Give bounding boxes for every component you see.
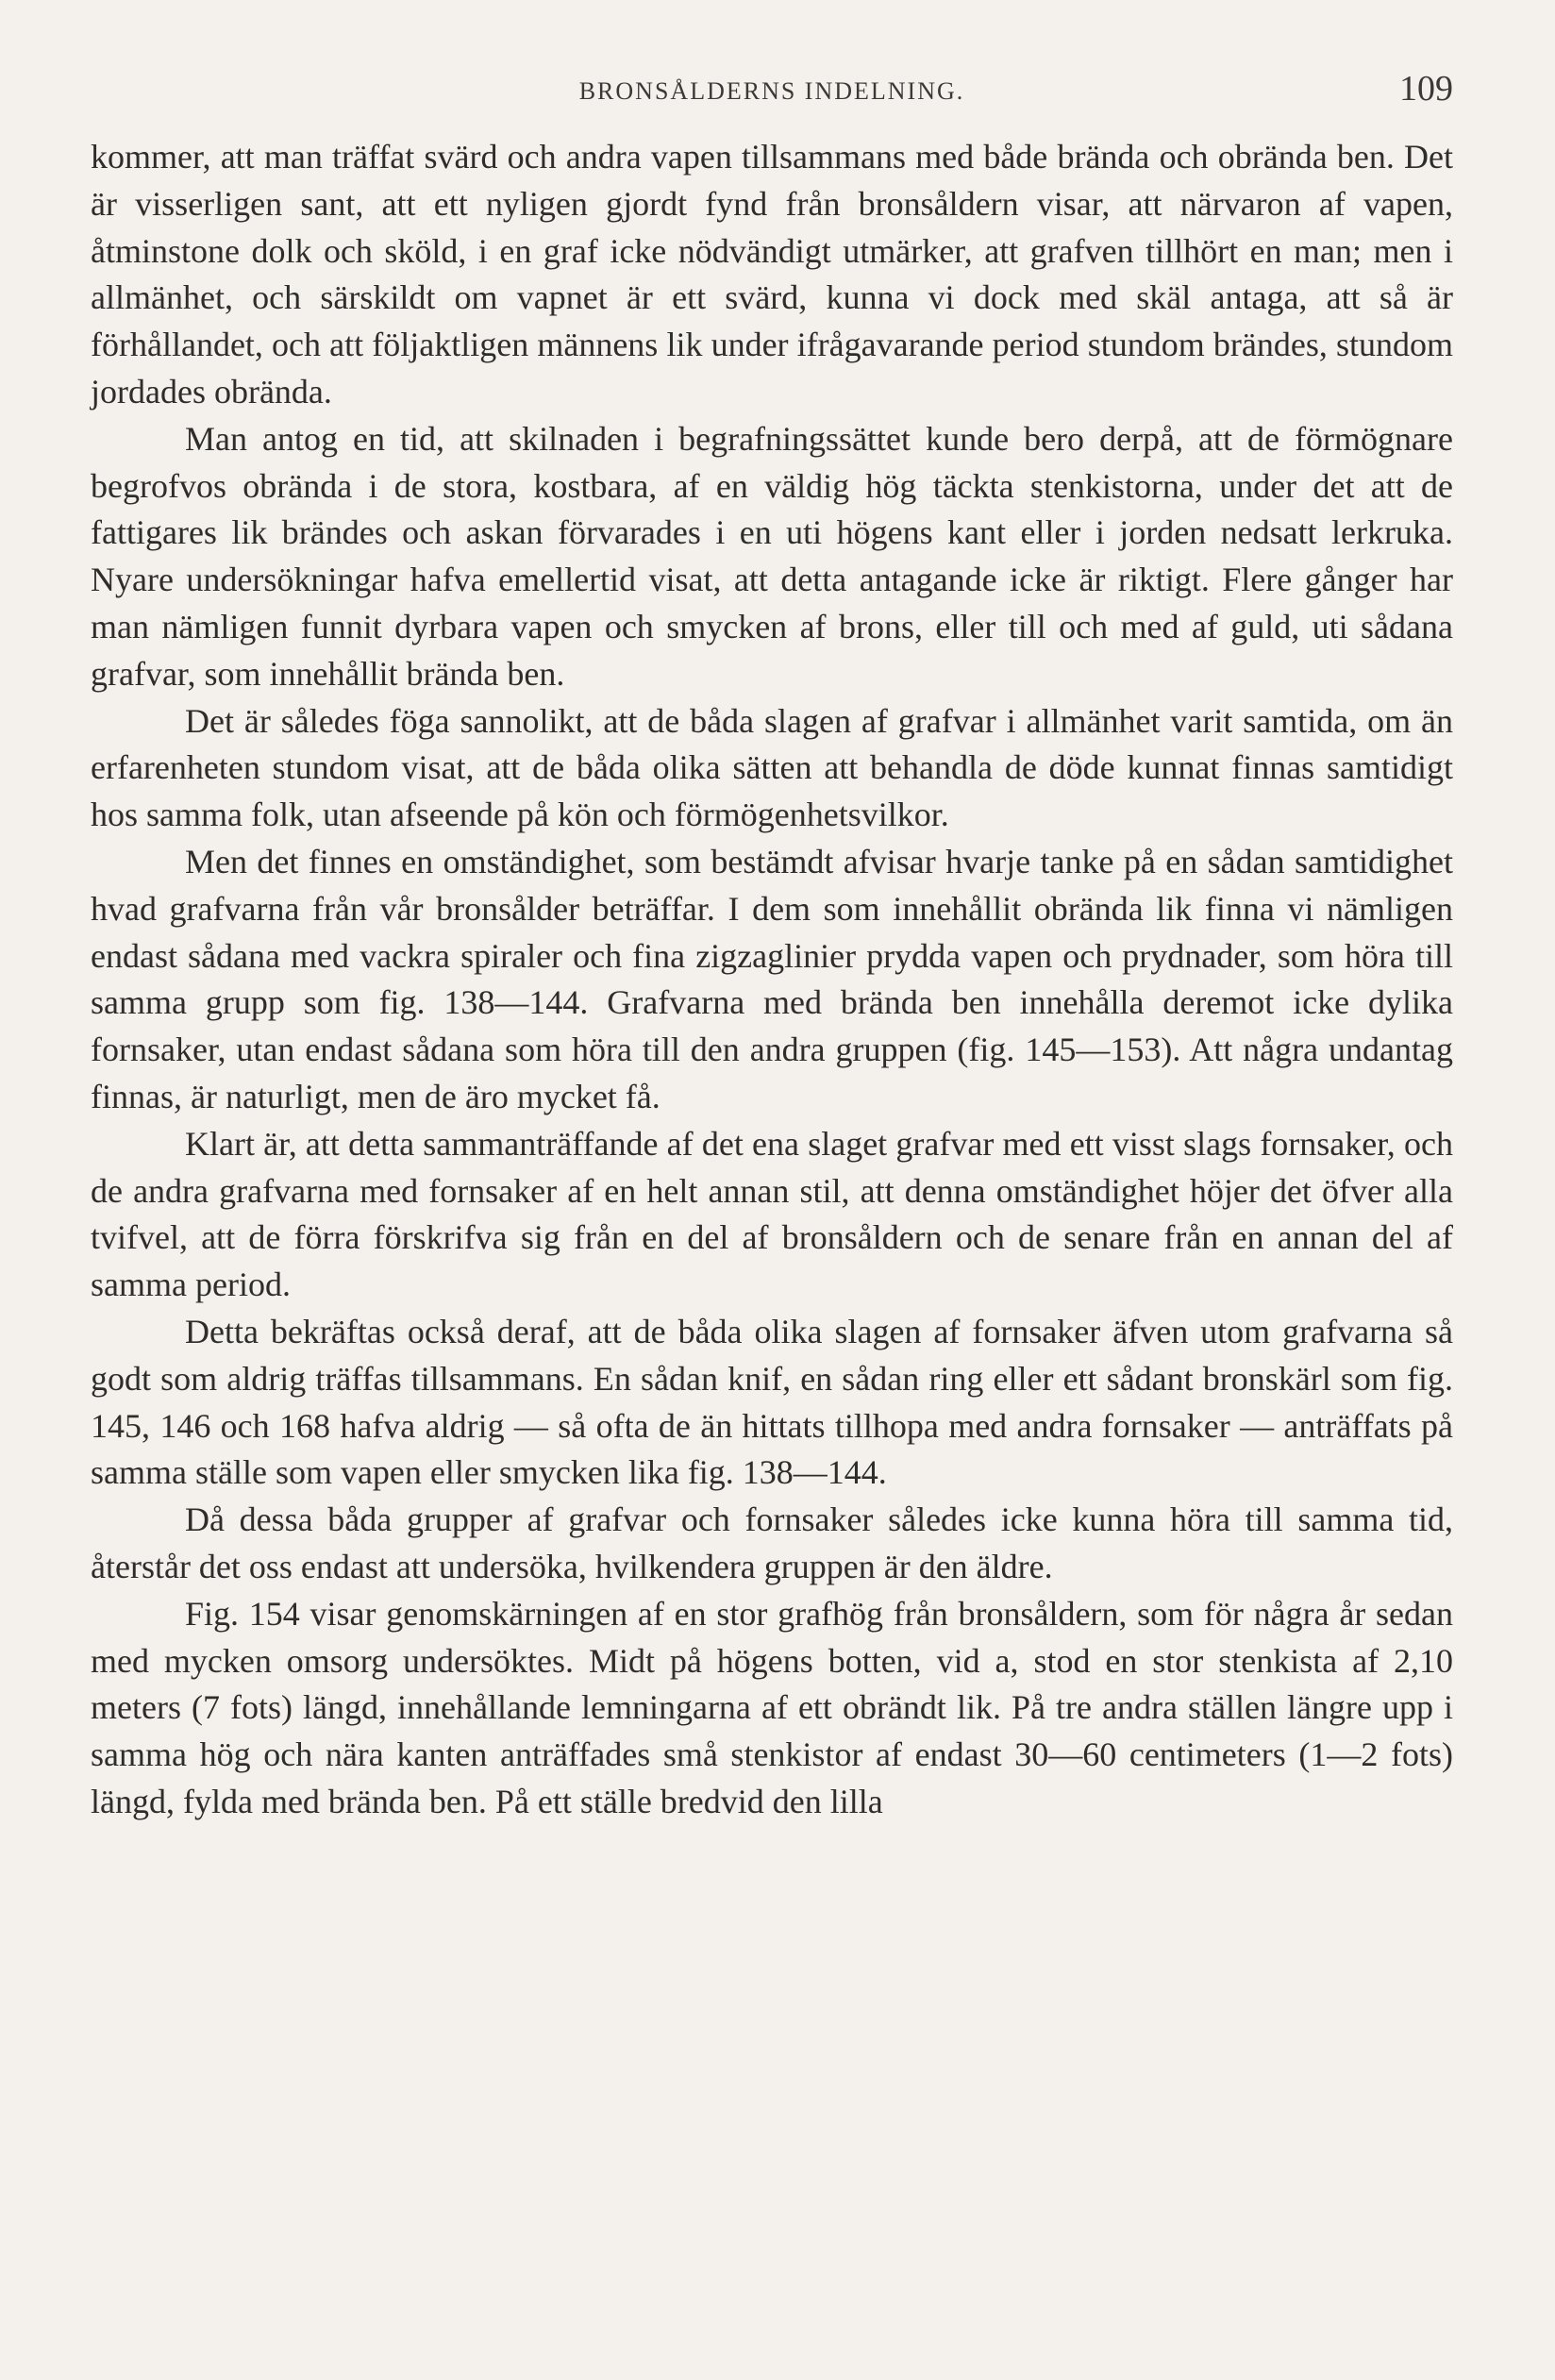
paragraph: Detta bekräftas också deraf, att de båda olika slagen af fornsaker äfven utom grafvarna så godt som aldrig träffas tillsammans. En sådan knif, en sådan ring eller ett sådant bronskärl som fig. 145, 146 och 168 hafva aldrig — så ofta de än hittats tillhopa med andra fornsaker — anträffats på samma ställe som vapen eller smycken lika fig. 138—144. <box>91 1312 1453 1492</box>
running-head <box>91 68 1453 115</box>
paragraph: Man antog en tid, att skilnaden i begrafningssättet kunde bero derpå, att de förmögnare begrofvos obrända i de stora, kostbara, af en väldig hög täckta stenkistorna, under det att de fattigares lik brändes och askan förvarades i en uti högens kant eller i jorden nedsatt lerkruka. Nyare undersökningar hafva emellertid visat, att detta antagande icke är riktigt. Flere gånger har man nämligen funnit dyrbara vapen och smycken af brons, eller till och med af guld, uti sådana grafvar, som innehållit brända ben. <box>91 419 1453 693</box>
body-text <box>91 134 1453 1826</box>
running-title: BRONSÅLDERNS INDELNING. <box>578 77 965 105</box>
paragraph: kommer, att man träffat svärd och andra vapen tillsammans med både brända och obrända ben. Det är visserligen sant, att ett nyligen gjordt fynd från bronsåldern visar, att närvaron af vapen, åtminstone dolk och sköld, i en graf icke nödvändigt utmärker, att grafven tillhört en man; men i allmänhet, och särskildt om vapnet är ett svärd, kunna vi dock med skäl antaga, att så är förhållandet, och att följaktligen männens lik under ifrågavarande period stundom brändes, stundom jordades obrända. <box>91 138 1453 411</box>
paragraph: Klart är, att detta sammanträffande af det ena slaget grafvar med ett visst slags fornsaker, och de andra grafvarna med fornsaker af en helt annan stil, att denna omständighet höjer det öfver alla tvifvel, att de förra förskrifva sig från en del af bronsåldern och de senare från en annan del af samma period. <box>91 1124 1453 1304</box>
paragraph: Fig. 154 visar genomskärningen af en stor grafhög från bronsåldern, som för några år sedan med mycken omsorg undersöktes. Midt på högens botten, vid a, stod en stor stenkista af 2,10 meters (7 fots) längd, innehållande lemningarna af ett obrändt lik. På tre andra ställen längre upp i samma hög och nära kanten anträffades små stenkistor af endast 30—60 centimeters (1—2 fots) längd, fylda med brända ben. På ett ställe bredvid den lilla <box>91 1594 1453 1820</box>
paragraph: Det är således föga sannolikt, att de båda slagen af grafvar i allmänhet varit samtida, om än erfarenheten stundom visat, att de båda olika sätten att behandla de döde kunnat finnas samtidigt hos samma folk, utan afseende på kön och förmögenhetsvilkor. <box>91 701 1453 834</box>
paragraph: Men det finnes en omständighet, som bestämdt afvisar hvarje tanke på en sådan samtidighet hvad grafvarna från vår bronsålder beträffar. I dem som innehållit obrända lik finna vi nämligen endast sådana med vackra spiraler och fina zigzaglinier prydda vapen och prydnader, som höra till samma grupp som fig. 138—144. Grafvarna med brända ben innehålla deremot icke dylika fornsaker, utan endast sådana som höra till den andra gruppen (fig. 145—153). Att några undantag finnas, är naturligt, men de äro mycket få. <box>91 842 1453 1115</box>
paragraph: Då dessa båda grupper af grafvar och fornsaker således icke kunna höra till samma tid, återstår det oss endast att undersöka, hvilkendera gruppen är den äldre. <box>91 1500 1453 1585</box>
page-number: 109 <box>1399 69 1453 109</box>
